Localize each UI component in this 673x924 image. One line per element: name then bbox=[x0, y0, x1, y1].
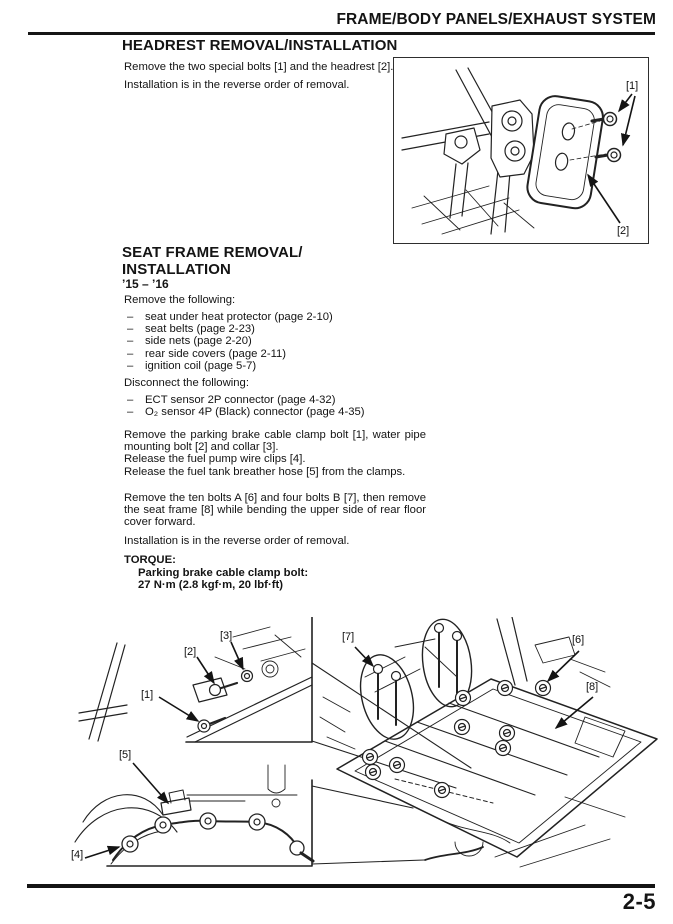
list-item bbox=[127, 394, 365, 406]
figure2-label-4: [4] bbox=[71, 849, 84, 861]
disconnect-list bbox=[127, 394, 365, 418]
figure1-label-2: [2] bbox=[617, 225, 630, 237]
list-dash: – bbox=[127, 323, 134, 336]
section-title-line1: SEAT FRAME REMOVAL/ bbox=[122, 244, 303, 261]
page-header-title: FRAME/BODY PANELS/EXHAUST SYSTEM bbox=[336, 11, 656, 28]
list-dash: – bbox=[127, 406, 134, 419]
figure2-label-6: [6] bbox=[572, 634, 585, 646]
figure2-label-8: [8] bbox=[586, 681, 599, 693]
list-dash: – bbox=[127, 335, 134, 348]
list-item-text: seat under heat protector (page 2-10) bbox=[145, 311, 333, 323]
torque-value: 27 N·m (2.8 kgf·m, 20 lbf·ft) bbox=[138, 579, 283, 592]
headrest-figure-drawing bbox=[394, 58, 647, 242]
figure2-label-7: [7] bbox=[342, 631, 355, 643]
procedure-para-5: Installation is in the reverse order of removal. bbox=[124, 535, 350, 547]
procedure-para-4: Remove the ten bolts A [6] and four bolts B [7], then remove the seat frame [8] while bending the upper side of rear floor cover forward. bbox=[124, 492, 426, 529]
headrest-figure bbox=[393, 57, 649, 244]
model-years: ’15 – ’16 bbox=[122, 277, 169, 291]
figure2-label-2: [2] bbox=[184, 646, 197, 658]
procedure-para-2: Release the fuel pump wire clips [4]. bbox=[124, 453, 306, 466]
figure2-label-5: [5] bbox=[119, 749, 132, 761]
procedure-para-3: Release the fuel tank breather hose [5] from the clamps. bbox=[124, 465, 406, 478]
list-item bbox=[127, 335, 333, 347]
list-dash: – bbox=[127, 347, 134, 360]
figure2-label-1: [1] bbox=[141, 689, 154, 701]
figure2-label-3: [3] bbox=[220, 630, 233, 642]
figure1-label-1: [1] bbox=[626, 80, 639, 92]
disconnect-intro: Disconnect the following: bbox=[124, 377, 249, 389]
footer-rule bbox=[27, 884, 655, 888]
section-title-seat-frame bbox=[122, 245, 303, 278]
procedure-para-1: Remove the parking brake cable clamp bolt [1], water pipe mounting bolt [2] and collar [3]. bbox=[124, 429, 426, 454]
list-item bbox=[127, 348, 333, 360]
list-item-text: O₂ sensor 4P (Black) connector (page 4-35) bbox=[145, 406, 365, 419]
list-dash: – bbox=[127, 311, 134, 323]
seat-frame-figure bbox=[65, 617, 660, 872]
torque-spec bbox=[124, 554, 308, 592]
list-dash: – bbox=[127, 359, 134, 372]
page-number: 2-5 bbox=[622, 889, 656, 914]
remove-intro: Remove the following: bbox=[124, 294, 236, 306]
section-title-line2: INSTALLATION bbox=[122, 260, 231, 278]
list-item bbox=[127, 311, 333, 323]
torque-item: Parking brake cable clamp bolt: bbox=[138, 566, 309, 579]
list-item bbox=[127, 406, 365, 418]
list-item-text: side nets (page 2-20) bbox=[145, 335, 252, 348]
remove-list bbox=[127, 311, 333, 372]
list-item bbox=[127, 323, 333, 335]
seat-frame-figure-drawing bbox=[65, 617, 660, 872]
header-rule bbox=[28, 32, 655, 35]
torque-heading: TORQUE: bbox=[124, 554, 176, 566]
procedure-block-1 bbox=[124, 429, 426, 478]
list-item bbox=[127, 360, 333, 372]
list-item-text: seat belts (page 2-23) bbox=[145, 323, 255, 336]
list-item-text: ignition coil (page 5-7) bbox=[145, 359, 257, 372]
list-item-text: rear side covers (page 2-11) bbox=[145, 347, 287, 360]
section-title-headrest: HEADREST REMOVAL/INSTALLATION bbox=[122, 37, 398, 54]
list-item-text: ECT sensor 2P connector (page 4-32) bbox=[145, 394, 336, 406]
headrest-para-2: Installation is in the reverse order of removal. bbox=[124, 79, 350, 91]
headrest-para-1: Remove the two special bolts [1] and the headrest [2]. bbox=[124, 61, 394, 73]
list-dash: – bbox=[127, 394, 134, 406]
